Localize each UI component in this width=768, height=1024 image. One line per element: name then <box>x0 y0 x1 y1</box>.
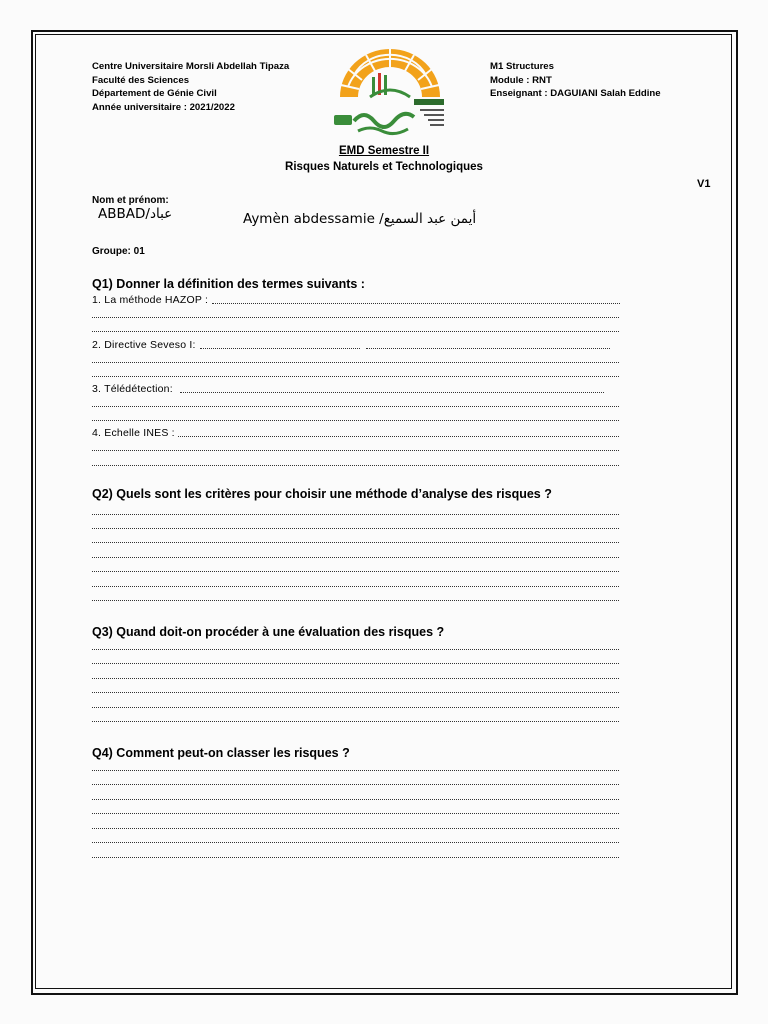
answer-line <box>200 345 360 349</box>
answer-line <box>92 704 619 708</box>
q1-item-ines: 4. Echelle INES : <box>92 427 175 439</box>
header-institution <box>92 60 289 114</box>
header-department: Département de Génie Civil <box>92 88 217 99</box>
header-academic-year: Année universitaire : 2021/2022 <box>92 101 235 113</box>
answer-line <box>92 796 619 800</box>
header-university: Centre Universitaire Morsli Abdellah Tipaza <box>92 61 290 72</box>
answer-line <box>92 781 619 785</box>
answer-line <box>92 359 619 363</box>
answer-line <box>92 417 619 421</box>
answer-line <box>92 583 619 587</box>
answer-line <box>92 403 619 407</box>
q1-item-teledetection: 3. Télédétection: <box>92 383 173 395</box>
group-label: Groupe: 01 <box>92 246 145 257</box>
header-level: M1 Structures <box>490 61 554 72</box>
answer-line <box>92 539 619 543</box>
university-logo <box>330 47 454 139</box>
answer-line <box>92 675 619 679</box>
answer-line <box>92 660 619 664</box>
question-2: Q2) Quels sont les critères pour choisir une méthode d’analyse des risques ? <box>92 487 552 501</box>
answer-line <box>92 597 619 601</box>
question-4: Q4) Comment peut-on classer les risques ? <box>92 746 350 760</box>
answer-line <box>92 447 619 451</box>
question-1: Q1) Donner la définition des termes suivants : <box>92 277 365 291</box>
exam-subtitle: Risques Naturels et Technologiques <box>285 161 483 173</box>
q1-item-hazop: 1. La méthode HAZOP : <box>92 294 209 306</box>
name-label: Nom et prénom: <box>92 195 169 206</box>
exam-version: V1 <box>697 178 711 190</box>
answer-line <box>92 810 619 814</box>
answer-line <box>92 767 619 771</box>
answer-line <box>92 718 619 722</box>
answer-line <box>180 389 604 393</box>
answer-line <box>212 300 620 304</box>
answer-line <box>178 433 619 437</box>
header-teacher: Enseignant : DAGUIANI Salah Eddine <box>490 88 661 99</box>
answer-line <box>92 554 619 558</box>
header-course-info <box>490 60 661 101</box>
answer-line <box>366 345 610 349</box>
answer-line <box>92 511 619 515</box>
answer-line <box>92 462 619 466</box>
answer-line <box>92 328 619 332</box>
university-logo-icon <box>330 47 454 139</box>
answer-line <box>92 568 619 572</box>
header-faculty: Faculté des Sciences <box>92 74 190 86</box>
answer-line <box>92 314 619 318</box>
answer-line <box>92 839 619 843</box>
question-3: Q3) Quand doit-on procéder à une évaluation des risques ? <box>92 625 445 639</box>
answer-line <box>92 854 619 858</box>
student-last-name: ABBAD/عباد <box>98 206 173 222</box>
answer-line <box>92 825 619 829</box>
answer-line <box>92 373 619 377</box>
exam-title: EMD Semestre II <box>338 145 430 157</box>
header-module: Module : RNT <box>490 74 552 86</box>
answer-line <box>92 525 619 529</box>
answer-line <box>92 646 619 650</box>
q1-item-seveso: 2. Directive Seveso I: <box>92 339 196 351</box>
student-first-name: Aymèn abdessamie /أيمن عبد السميع <box>243 211 477 227</box>
answer-line <box>92 689 619 693</box>
